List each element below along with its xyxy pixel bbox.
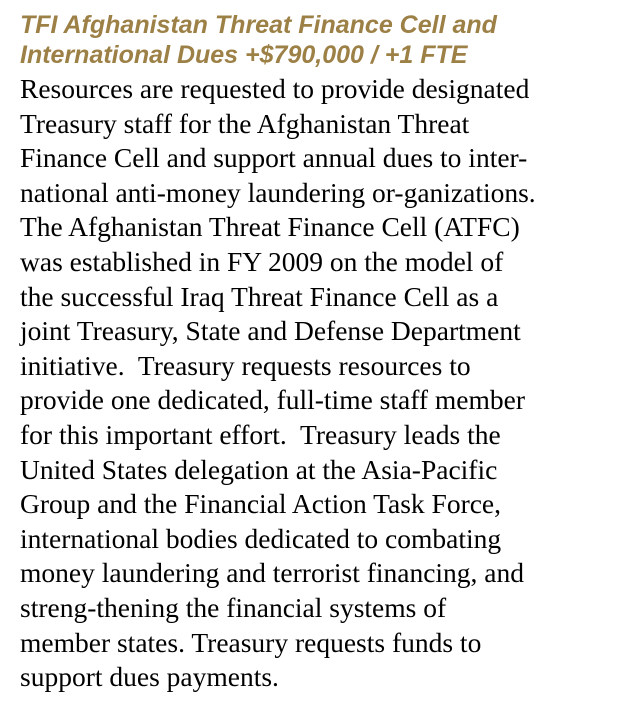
- body-line: support dues payments.: [20, 661, 279, 693]
- body-line: provide one dedicated, full-time staff member: [20, 384, 526, 416]
- body-line: streng-thening the financial systems of: [20, 591, 447, 623]
- body-line: Resources are requested to provide designated: [20, 73, 530, 104]
- body-line: national anti-money laundering or-ganizations.: [20, 176, 536, 208]
- body-line: United States delegation at the Asia-Pacific: [20, 453, 498, 485]
- body-line: The Afghanistan Threat Finance Cell (ATFC): [20, 211, 520, 243]
- body-line: money laundering and terrorist financing, and: [20, 557, 525, 589]
- body-line: Treasury staff for the Afghanistan Threat: [20, 107, 470, 139]
- heading-line: International Dues +$790,000 / +1 FTE: [20, 41, 468, 69]
- body-line: member states. Treasury requests funds to: [20, 626, 482, 658]
- body-line: international bodies dedicated to combating: [20, 522, 502, 554]
- section-body-paragraph: [20, 72, 620, 695]
- body-line: was established in FY 2009 on the model of: [20, 245, 504, 277]
- body-line: initiative. Treasury requests resources to: [20, 349, 471, 381]
- body-line: joint Treasury, State and Defense Department: [20, 315, 521, 347]
- heading-line: TFI Afghanistan Threat Finance Cell and: [20, 11, 497, 39]
- body-line: for this important effort. Treasury leads the: [20, 418, 501, 450]
- document-section: [20, 10, 620, 695]
- body-line: Finance Cell and support annual dues to inter-: [20, 142, 528, 174]
- body-line: the successful Iraq Threat Finance Cell as a: [20, 280, 499, 312]
- section-heading: [20, 10, 620, 70]
- body-line: Group and the Financial Action Task Force,: [20, 488, 502, 520]
